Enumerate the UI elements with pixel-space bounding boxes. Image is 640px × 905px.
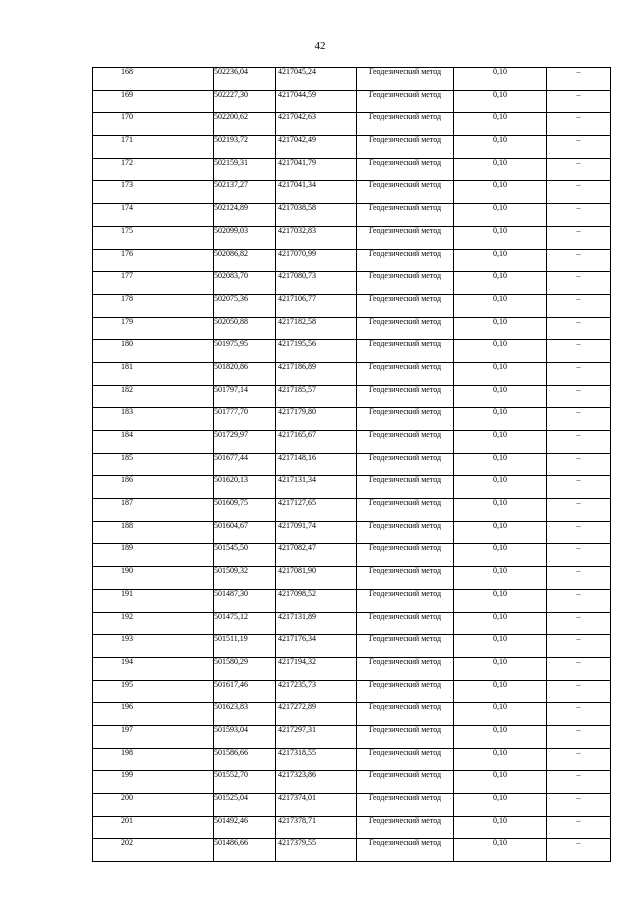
table-row bbox=[93, 431, 611, 454]
method-cell bbox=[357, 249, 454, 272]
accuracy-cell: 0,10 bbox=[454, 476, 547, 499]
x-coordinate-cell: 502193,72 bbox=[214, 136, 276, 159]
y-coordinate-cell: 4217194,32 bbox=[276, 657, 357, 680]
y-coordinate-cell: 4217148,16 bbox=[276, 453, 357, 476]
description-cell: – bbox=[547, 68, 611, 91]
y-coordinate-cell: 4217081,90 bbox=[276, 567, 357, 590]
x-coordinate-cell: 501525,04 bbox=[214, 794, 276, 817]
table-row bbox=[93, 794, 611, 817]
method-text: Геодезический метод bbox=[368, 203, 442, 213]
table-row bbox=[93, 204, 611, 227]
point-number-cell: 184 bbox=[93, 431, 214, 454]
method-text: Геодезический метод bbox=[368, 566, 442, 576]
point-number-cell: 201 bbox=[93, 816, 214, 839]
method-cell bbox=[357, 362, 454, 385]
description-cell: – bbox=[547, 317, 611, 340]
description-cell: – bbox=[547, 703, 611, 726]
x-coordinate-cell: 502099,03 bbox=[214, 226, 276, 249]
point-number-cell: 176 bbox=[93, 249, 214, 272]
method-text: Геодезический метод bbox=[368, 838, 442, 848]
method-cell bbox=[357, 703, 454, 726]
table-row bbox=[93, 249, 611, 272]
accuracy-cell: 0,10 bbox=[454, 181, 547, 204]
y-coordinate-cell: 4217041,34 bbox=[276, 181, 357, 204]
method-text: Геодезический метод bbox=[368, 793, 442, 802]
method-cell bbox=[357, 476, 454, 499]
y-coordinate-cell: 4217195,56 bbox=[276, 340, 357, 363]
description-cell: – bbox=[547, 294, 611, 317]
x-coordinate-cell: 501620,13 bbox=[214, 476, 276, 499]
accuracy-cell: 0,10 bbox=[454, 635, 547, 658]
table-row bbox=[93, 408, 611, 431]
accuracy-cell: 0,10 bbox=[454, 703, 547, 726]
point-number-cell: 198 bbox=[93, 748, 214, 771]
x-coordinate-cell: 502050,88 bbox=[214, 317, 276, 340]
accuracy-cell: 0,10 bbox=[454, 408, 547, 431]
y-coordinate-cell: 4217038,58 bbox=[276, 204, 357, 227]
point-number-cell: 188 bbox=[93, 521, 214, 544]
accuracy-cell: 0,10 bbox=[454, 839, 547, 862]
method-text: Геодезический метод bbox=[368, 316, 442, 326]
table-row bbox=[93, 317, 611, 340]
description-cell: – bbox=[547, 136, 611, 159]
accuracy-cell: 0,10 bbox=[454, 158, 547, 181]
accuracy-cell: 0,10 bbox=[454, 544, 547, 567]
point-number-cell: 194 bbox=[93, 657, 214, 680]
method-cell bbox=[357, 90, 454, 113]
x-coordinate-cell: 501475,12 bbox=[214, 612, 276, 635]
description-cell: – bbox=[547, 567, 611, 590]
accuracy-cell: 0,10 bbox=[454, 748, 547, 771]
method-text: Геодезический метод bbox=[368, 520, 442, 530]
x-coordinate-cell: 502083,70 bbox=[214, 272, 276, 295]
table-row bbox=[93, 90, 611, 113]
accuracy-cell: 0,10 bbox=[454, 431, 547, 454]
method-text: Геодезический метод bbox=[368, 702, 442, 712]
method-cell bbox=[357, 725, 454, 748]
table-row bbox=[93, 294, 611, 317]
method-text: Геодезический метод bbox=[368, 770, 442, 780]
table-row bbox=[93, 725, 611, 748]
accuracy-cell: 0,10 bbox=[454, 657, 547, 680]
description-cell: – bbox=[547, 226, 611, 249]
table-row bbox=[93, 340, 611, 363]
method-text: Геодезический метод bbox=[368, 180, 442, 190]
method-text: Геодезический метод bbox=[368, 407, 442, 417]
method-cell bbox=[357, 453, 454, 476]
point-number-cell: 174 bbox=[93, 204, 214, 227]
y-coordinate-cell: 4217179,80 bbox=[276, 408, 357, 431]
accuracy-cell: 0,10 bbox=[454, 136, 547, 159]
y-coordinate-cell: 4217186,89 bbox=[276, 362, 357, 385]
method-text: Геодезический метод bbox=[368, 135, 442, 145]
coordinates-table-body bbox=[93, 68, 611, 862]
method-text: Геодезический метод bbox=[368, 112, 442, 122]
table-row bbox=[93, 362, 611, 385]
y-coordinate-cell: 4217272,89 bbox=[276, 703, 357, 726]
table-row bbox=[93, 272, 611, 295]
method-cell bbox=[357, 794, 454, 817]
accuracy-cell: 0,10 bbox=[454, 90, 547, 113]
y-coordinate-cell: 4217106,77 bbox=[276, 294, 357, 317]
method-cell bbox=[357, 544, 454, 567]
description-cell: – bbox=[547, 794, 611, 817]
description-cell: – bbox=[547, 181, 611, 204]
y-coordinate-cell: 4217045,24 bbox=[276, 68, 357, 91]
y-coordinate-cell: 4217176,34 bbox=[276, 635, 357, 658]
accuracy-cell: 0,10 bbox=[454, 499, 547, 522]
method-text: Геодезический метод bbox=[368, 430, 442, 439]
accuracy-cell: 0,10 bbox=[454, 816, 547, 839]
method-text: Геодезический метод bbox=[368, 225, 442, 235]
x-coordinate-cell: 501487,30 bbox=[214, 589, 276, 612]
method-text: Геодезический метод bbox=[368, 384, 442, 394]
y-coordinate-cell: 4217297,31 bbox=[276, 725, 357, 748]
description-cell: – bbox=[547, 544, 611, 567]
table-row bbox=[93, 612, 611, 635]
method-cell bbox=[357, 612, 454, 635]
description-cell: – bbox=[547, 385, 611, 408]
method-text: Геодезический метод bbox=[368, 475, 442, 485]
table-row bbox=[93, 748, 611, 771]
accuracy-cell: 0,10 bbox=[454, 317, 547, 340]
method-cell bbox=[357, 136, 454, 159]
accuracy-cell: 0,10 bbox=[454, 113, 547, 136]
point-number-cell: 181 bbox=[93, 362, 214, 385]
table-row bbox=[93, 816, 611, 839]
table-row bbox=[93, 544, 611, 567]
description-cell: – bbox=[547, 408, 611, 431]
table-row bbox=[93, 657, 611, 680]
method-cell bbox=[357, 272, 454, 295]
point-number-cell: 196 bbox=[93, 703, 214, 726]
y-coordinate-cell: 4217323,86 bbox=[276, 771, 357, 794]
y-coordinate-cell: 4217379,55 bbox=[276, 839, 357, 862]
x-coordinate-cell: 501545,50 bbox=[214, 544, 276, 567]
accuracy-cell: 0,10 bbox=[454, 294, 547, 317]
x-coordinate-cell: 501797,14 bbox=[214, 385, 276, 408]
method-cell bbox=[357, 408, 454, 431]
x-coordinate-cell: 501677,44 bbox=[214, 453, 276, 476]
method-text: Геодезический метод bbox=[368, 611, 442, 621]
point-number-cell: 200 bbox=[93, 794, 214, 817]
table-row bbox=[93, 589, 611, 612]
accuracy-cell: 0,10 bbox=[454, 567, 547, 590]
description-cell: – bbox=[547, 90, 611, 113]
point-number-cell: 173 bbox=[93, 181, 214, 204]
point-number-cell: 199 bbox=[93, 771, 214, 794]
method-text: Геодезический метод bbox=[368, 543, 442, 553]
y-coordinate-cell: 4217070,99 bbox=[276, 249, 357, 272]
page-number: 42 bbox=[314, 40, 326, 52]
y-coordinate-cell: 4217091,74 bbox=[276, 521, 357, 544]
x-coordinate-cell: 501509,32 bbox=[214, 567, 276, 590]
method-text: Геодезический метод bbox=[368, 361, 442, 371]
point-number-cell: 195 bbox=[93, 680, 214, 703]
table-row bbox=[93, 567, 611, 590]
point-number-cell: 169 bbox=[93, 90, 214, 113]
method-text: Геодезический метод bbox=[368, 634, 442, 644]
description-cell: – bbox=[547, 204, 611, 227]
x-coordinate-cell: 502227,30 bbox=[214, 90, 276, 113]
method-cell bbox=[357, 385, 454, 408]
description-cell: – bbox=[547, 158, 611, 181]
x-coordinate-cell: 501580,29 bbox=[214, 657, 276, 680]
point-number-cell: 177 bbox=[93, 272, 214, 295]
point-number-cell: 185 bbox=[93, 453, 214, 476]
method-cell bbox=[357, 748, 454, 771]
method-text: Геодезический метод bbox=[368, 293, 442, 303]
accuracy-cell: 0,10 bbox=[454, 362, 547, 385]
y-coordinate-cell: 4217082,47 bbox=[276, 544, 357, 567]
x-coordinate-cell: 501609,75 bbox=[214, 499, 276, 522]
accuracy-cell: 0,10 bbox=[454, 453, 547, 476]
method-cell bbox=[357, 181, 454, 204]
coordinates-table bbox=[92, 67, 611, 862]
method-text: Геодезический метод bbox=[368, 724, 442, 734]
method-text: Геодезический метод bbox=[368, 271, 442, 281]
x-coordinate-cell: 501511,19 bbox=[214, 635, 276, 658]
x-coordinate-cell: 501729,97 bbox=[214, 431, 276, 454]
method-cell bbox=[357, 204, 454, 227]
method-text: Геодезический метод bbox=[368, 656, 442, 666]
method-cell bbox=[357, 294, 454, 317]
accuracy-cell: 0,10 bbox=[454, 521, 547, 544]
accuracy-cell: 0,10 bbox=[454, 272, 547, 295]
method-text: Геодезический метод bbox=[368, 498, 442, 508]
point-number-cell: 180 bbox=[93, 340, 214, 363]
point-number-cell: 197 bbox=[93, 725, 214, 748]
description-cell: – bbox=[547, 272, 611, 295]
point-number-cell: 186 bbox=[93, 476, 214, 499]
point-number-cell: 189 bbox=[93, 544, 214, 567]
method-cell bbox=[357, 771, 454, 794]
method-text: Геодезический метод bbox=[368, 452, 442, 462]
x-coordinate-cell: 502200,62 bbox=[214, 113, 276, 136]
method-cell bbox=[357, 113, 454, 136]
point-number-cell: 168 bbox=[93, 68, 214, 91]
point-number-cell: 191 bbox=[93, 589, 214, 612]
table-row bbox=[93, 680, 611, 703]
y-coordinate-cell: 4217131,34 bbox=[276, 476, 357, 499]
method-cell bbox=[357, 226, 454, 249]
point-number-cell: 192 bbox=[93, 612, 214, 635]
x-coordinate-cell: 501552,70 bbox=[214, 771, 276, 794]
accuracy-cell: 0,10 bbox=[454, 385, 547, 408]
point-number-cell: 187 bbox=[93, 499, 214, 522]
method-text: Геодезический метод bbox=[368, 67, 442, 76]
table-row bbox=[93, 521, 611, 544]
y-coordinate-cell: 4217378,71 bbox=[276, 816, 357, 839]
description-cell: – bbox=[547, 113, 611, 136]
y-coordinate-cell: 4217042,63 bbox=[276, 113, 357, 136]
table-row bbox=[93, 703, 611, 726]
table-row bbox=[93, 499, 611, 522]
table-row bbox=[93, 181, 611, 204]
method-cell bbox=[357, 317, 454, 340]
method-cell bbox=[357, 521, 454, 544]
table-row bbox=[93, 226, 611, 249]
method-cell bbox=[357, 158, 454, 181]
method-cell bbox=[357, 68, 454, 91]
accuracy-cell: 0,10 bbox=[454, 249, 547, 272]
method-cell bbox=[357, 499, 454, 522]
accuracy-cell: 0,10 bbox=[454, 340, 547, 363]
y-coordinate-cell: 4217080,73 bbox=[276, 272, 357, 295]
table-row bbox=[93, 635, 611, 658]
x-coordinate-cell: 502075,36 bbox=[214, 294, 276, 317]
description-cell: – bbox=[547, 362, 611, 385]
y-coordinate-cell: 4217044,59 bbox=[276, 90, 357, 113]
table-row bbox=[93, 453, 611, 476]
table-row bbox=[93, 68, 611, 91]
method-cell bbox=[357, 567, 454, 590]
accuracy-cell: 0,10 bbox=[454, 589, 547, 612]
x-coordinate-cell: 501486,66 bbox=[214, 839, 276, 862]
description-cell: – bbox=[547, 635, 611, 658]
point-number-cell: 193 bbox=[93, 635, 214, 658]
x-coordinate-cell: 502159,31 bbox=[214, 158, 276, 181]
accuracy-cell: 0,10 bbox=[454, 794, 547, 817]
description-cell: – bbox=[547, 476, 611, 499]
y-coordinate-cell: 4217041,79 bbox=[276, 158, 357, 181]
description-cell: – bbox=[547, 771, 611, 794]
accuracy-cell: 0,10 bbox=[454, 771, 547, 794]
x-coordinate-cell: 501492,46 bbox=[214, 816, 276, 839]
y-coordinate-cell: 4217182,58 bbox=[276, 317, 357, 340]
accuracy-cell: 0,10 bbox=[454, 226, 547, 249]
description-cell: – bbox=[547, 340, 611, 363]
table-row bbox=[93, 771, 611, 794]
description-cell: – bbox=[547, 499, 611, 522]
description-cell: – bbox=[547, 249, 611, 272]
point-number-cell: 178 bbox=[93, 294, 214, 317]
x-coordinate-cell: 501975,95 bbox=[214, 340, 276, 363]
method-text: Геодезический метод bbox=[368, 588, 442, 598]
point-number-cell: 202 bbox=[93, 839, 214, 862]
description-cell: – bbox=[547, 521, 611, 544]
point-number-cell: 170 bbox=[93, 113, 214, 136]
table-row bbox=[93, 158, 611, 181]
x-coordinate-cell: 502086,82 bbox=[214, 249, 276, 272]
point-number-cell: 171 bbox=[93, 136, 214, 159]
x-coordinate-cell: 502137,27 bbox=[214, 181, 276, 204]
method-text: Геодезический метод bbox=[368, 248, 442, 258]
y-coordinate-cell: 4217032,83 bbox=[276, 226, 357, 249]
method-cell bbox=[357, 635, 454, 658]
x-coordinate-cell: 502236,04 bbox=[214, 68, 276, 91]
point-number-cell: 183 bbox=[93, 408, 214, 431]
x-coordinate-cell: 501593,04 bbox=[214, 725, 276, 748]
y-coordinate-cell: 4217235,73 bbox=[276, 680, 357, 703]
point-number-cell: 182 bbox=[93, 385, 214, 408]
y-coordinate-cell: 4217042,49 bbox=[276, 136, 357, 159]
point-number-cell: 175 bbox=[93, 226, 214, 249]
accuracy-cell: 0,10 bbox=[454, 68, 547, 91]
description-cell: – bbox=[547, 725, 611, 748]
method-cell bbox=[357, 680, 454, 703]
x-coordinate-cell: 501777,70 bbox=[214, 408, 276, 431]
table-row bbox=[93, 385, 611, 408]
x-coordinate-cell: 502124,89 bbox=[214, 204, 276, 227]
table-row bbox=[93, 839, 611, 862]
accuracy-cell: 0,10 bbox=[454, 204, 547, 227]
description-cell: – bbox=[547, 680, 611, 703]
point-number-cell: 179 bbox=[93, 317, 214, 340]
y-coordinate-cell: 4217374,01 bbox=[276, 794, 357, 817]
method-text: Геодезический метод bbox=[368, 747, 442, 757]
point-number-cell: 190 bbox=[93, 567, 214, 590]
description-cell: – bbox=[547, 816, 611, 839]
y-coordinate-cell: 4217318,55 bbox=[276, 748, 357, 771]
method-cell bbox=[357, 816, 454, 839]
table-row bbox=[93, 113, 611, 136]
method-text: Геодезический метод bbox=[368, 679, 442, 689]
y-coordinate-cell: 4217131,89 bbox=[276, 612, 357, 635]
description-cell: – bbox=[547, 431, 611, 454]
description-cell: – bbox=[547, 589, 611, 612]
description-cell: – bbox=[547, 612, 611, 635]
y-coordinate-cell: 4217165,67 bbox=[276, 431, 357, 454]
description-cell: – bbox=[547, 748, 611, 771]
y-coordinate-cell: 4217185,57 bbox=[276, 385, 357, 408]
method-cell bbox=[357, 657, 454, 680]
method-cell bbox=[357, 340, 454, 363]
x-coordinate-cell: 501604,67 bbox=[214, 521, 276, 544]
description-cell: – bbox=[547, 657, 611, 680]
description-cell: – bbox=[547, 453, 611, 476]
method-text: Геодезический метод bbox=[368, 157, 442, 167]
x-coordinate-cell: 501820,86 bbox=[214, 362, 276, 385]
method-cell bbox=[357, 589, 454, 612]
method-text: Геодезический метод bbox=[368, 339, 442, 349]
y-coordinate-cell: 4217127,65 bbox=[276, 499, 357, 522]
x-coordinate-cell: 501586,66 bbox=[214, 748, 276, 771]
table-row bbox=[93, 476, 611, 499]
x-coordinate-cell: 501617,46 bbox=[214, 680, 276, 703]
method-cell bbox=[357, 431, 454, 454]
y-coordinate-cell: 4217098,52 bbox=[276, 589, 357, 612]
accuracy-cell: 0,10 bbox=[454, 612, 547, 635]
x-coordinate-cell: 501623,83 bbox=[214, 703, 276, 726]
method-text: Геодезический метод bbox=[368, 815, 442, 825]
accuracy-cell: 0,10 bbox=[454, 725, 547, 748]
description-cell: – bbox=[547, 839, 611, 862]
method-text: Геодезический метод bbox=[368, 89, 442, 99]
method-cell bbox=[357, 839, 454, 862]
table-row bbox=[93, 136, 611, 159]
accuracy-cell: 0,10 bbox=[454, 680, 547, 703]
point-number-cell: 172 bbox=[93, 158, 214, 181]
